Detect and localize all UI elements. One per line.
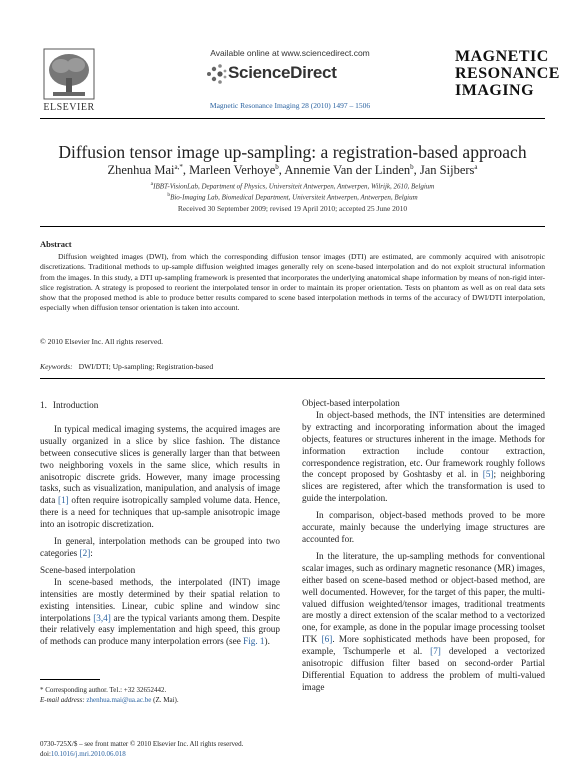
abstract-divider-top [40, 226, 545, 227]
subheading: Object-based interpolation [302, 398, 400, 408]
sciencedirect-logo-text: ScienceDirect [228, 63, 337, 82]
abstract-heading: Abstract [40, 239, 72, 249]
journal-logo-line: MAGNETIC [455, 48, 549, 65]
doi-link[interactable]: 10.1016/j.mri.2010.06.018 [50, 749, 126, 758]
email-link[interactable]: zhenhua.mai@ua.ac.be [86, 695, 152, 704]
elsevier-logo [40, 48, 98, 113]
paragraph [40, 577, 280, 648]
copyright-notice: © 2010 Elsevier Inc. All rights reserved. [40, 337, 164, 346]
author-sup[interactable]: a,* [174, 163, 183, 171]
section-heading [40, 400, 280, 412]
affiliation [40, 181, 545, 190]
doi-line [40, 750, 300, 760]
affiliation-text: Bio-Imaging Lab, Biomedical Department, Universiteit Antwerpen, Antwerpen, Belgium [170, 193, 418, 202]
citation-link[interactable]: [5] [482, 469, 494, 480]
keywords-list: DWI/DTI; Up-sampling; Registration-based [78, 362, 214, 371]
abstract-divider-bottom [40, 378, 545, 379]
available-online-text: Available online at www.sciencedirect.com [210, 48, 370, 58]
author-name: Annemie Van der Linden [284, 163, 411, 178]
sciencedirect-dots-icon [205, 63, 227, 85]
paragraph [40, 536, 280, 560]
paragraph-text: developed a vectorized anisotropic diffusion filter based on second-order Partial Differential Equation to address the problem of multi-valued image [302, 646, 545, 692]
keywords-label: Keywords: [40, 362, 73, 371]
issn-block [40, 740, 300, 759]
publisher-name: ELSEVIER [43, 102, 95, 113]
figure-link[interactable]: Fig. 1 [243, 636, 265, 647]
paragraph-text: are the typical variants among them. Despite their relatively easy implementation and high speed, this group of methods can produce many interpolation errors (see [40, 612, 280, 647]
issn-line: 0730-725X/$ – see front matter © 2010 Elsevier Inc. All rights reserved. [40, 740, 244, 748]
paragraph [302, 551, 545, 694]
section-title: Introduction [52, 400, 99, 410]
email-suffix: (Z. Mai). [151, 695, 179, 704]
citation-link[interactable]: [6] [321, 634, 333, 645]
abstract-body: Diffusion weighted images (DWI), from which the corresponding diffusion tensor images (DTI) are estimated, are commonly acquired with anisotropic discretizations. Traditional methods to up-sample diffusion weighted images generally rely on scene-based interpolation and do not exploit structural information from the images. In this study, a DTI up-sampling framework is presented that incorporates the underlying anatomical shape information by means of non-rigid inter-slice registration. A strategy is proposed to reorient the interpolated tensor in order to maintain its proper orientation. Tests on phantom as well as on real data sets show that the proposed method is able to produce better results compared to scene based interpolation methods in terms of the accuracy of DWI/DTI interpolation, especially when diffusion tensor orientation is taken into account. [40, 252, 545, 313]
journal-logo [455, 48, 575, 99]
paragraph-text: In the literature, the up-sampling methods for conventional scalar images, such as ordinary magnetic resonance (MR) images, either based on scene-based method or object-based method, are well documented. However, for the target of this paper, the multi-valued diffusion weighted/tensor images, traditional treatments are mostly a direct extension of the scalar method to a vectorized one, for example, as done in the popular image processing toolset ITK [302, 550, 545, 645]
journal-reference[interactable]: Magnetic Resonance Imaging 28 (2010) 1497 – 1506 [209, 101, 371, 110]
paragraph-text: In object-based methods, the INT intensities are determined by extracting and incorporating information about the imaged objects, features or structures inherent in the image. Methods for information extraction include contour extraction, correspondence registration, etc. Our framework roughly follows the concept proposed by Goshtasby et al. in [302, 409, 545, 480]
author-sup[interactable]: b [275, 163, 279, 171]
email-label: E-mail address: [40, 695, 85, 704]
paragraph-text: In general, interpolation methods can be grouped into two categories [40, 536, 280, 558]
footnote [40, 686, 280, 705]
paragraph-text: ; neighboring slices are registered, after which the transformation is used to guide the interpolation. [302, 469, 546, 504]
author-sup[interactable]: b [410, 163, 414, 171]
article-title: Diffusion tensor image up-sampling: a registration-based approach [58, 142, 527, 162]
affiliation-text: IBBT-VisionLab, Department of Physics, Universiteit Antwerpen, Antwerpen, Wilrijk, 2610, Belgium [153, 182, 435, 191]
citation-link[interactable]: [1] [58, 495, 69, 506]
elsevier-tree-icon [43, 48, 95, 100]
paragraph [40, 424, 280, 531]
paragraph: In comparison, object-based methods proved to be more accurate, mainly because the underlying image structures are accounted for. [302, 510, 545, 544]
paragraph-text: In scene-based methods, the interpolated (INT) image intensities are mostly determined by their spatial relation to existing intensities. Linear, cubic spline and window sinc interpolations [40, 576, 280, 623]
paragraph [302, 410, 545, 505]
affiliation-sup: b [167, 192, 171, 198]
paragraph-text: . More sophisticated methods have been proposed, for example, Tschumperle et al. [302, 634, 545, 657]
paragraph-text: In typical medical imaging systems, the acquired images are usually organized in a slice by slice fashion. The distance between consecutive slices is generally larger than that between two neighboring voxels in the same slice, which results in anisotropic discrete grids. However, many image processing tasks, such as visualization, manipulation, and analysis of image data [40, 423, 280, 506]
author-name: Zhenhua Mai [107, 163, 175, 178]
author-sup[interactable]: a [474, 163, 478, 171]
journal-logo-line: IMAGING [455, 82, 535, 99]
author-name: Marleen Verhoye [189, 163, 276, 178]
right-column [302, 398, 545, 699]
author-name: Jan Sijbers [419, 163, 475, 178]
section-number: 1. [40, 400, 47, 410]
doi-label: doi: [40, 749, 51, 758]
citation-link[interactable]: [7] [430, 646, 441, 657]
header-divider [40, 118, 545, 119]
received-dates: Received 30 September 2009; revised 19 April 2010; accepted 25 June 2010 [177, 204, 408, 213]
footnote-divider [40, 679, 100, 680]
paragraph-text: often require isotropically sampled volume data. Hence, there is a need for techniques that up-sample anisotropic image into an isotropic discretization. [40, 495, 280, 530]
corresponding-author: * Corresponding author. Tel.: +32 32652442. [40, 686, 167, 694]
citation-link[interactable]: [3,4] [93, 612, 111, 623]
subheading: Scene-based interpolation [40, 564, 136, 575]
affiliation [40, 192, 545, 201]
keywords [40, 362, 213, 371]
left-column [40, 400, 280, 653]
email-line [40, 696, 280, 706]
author-list: Zhenhua Mai$^{a,*}$, Marleen Verhoye$^b$, Annemie Van der Linden$^b$, Jan Sijbers$^a$ [107, 163, 478, 178]
paragraph-text: ). [264, 636, 270, 647]
affiliation-sup: a [150, 181, 154, 187]
paragraph-text: : [90, 547, 93, 558]
citation-link[interactable]: [2] [79, 547, 91, 558]
journal-logo-line: RESONANCE [455, 65, 560, 82]
